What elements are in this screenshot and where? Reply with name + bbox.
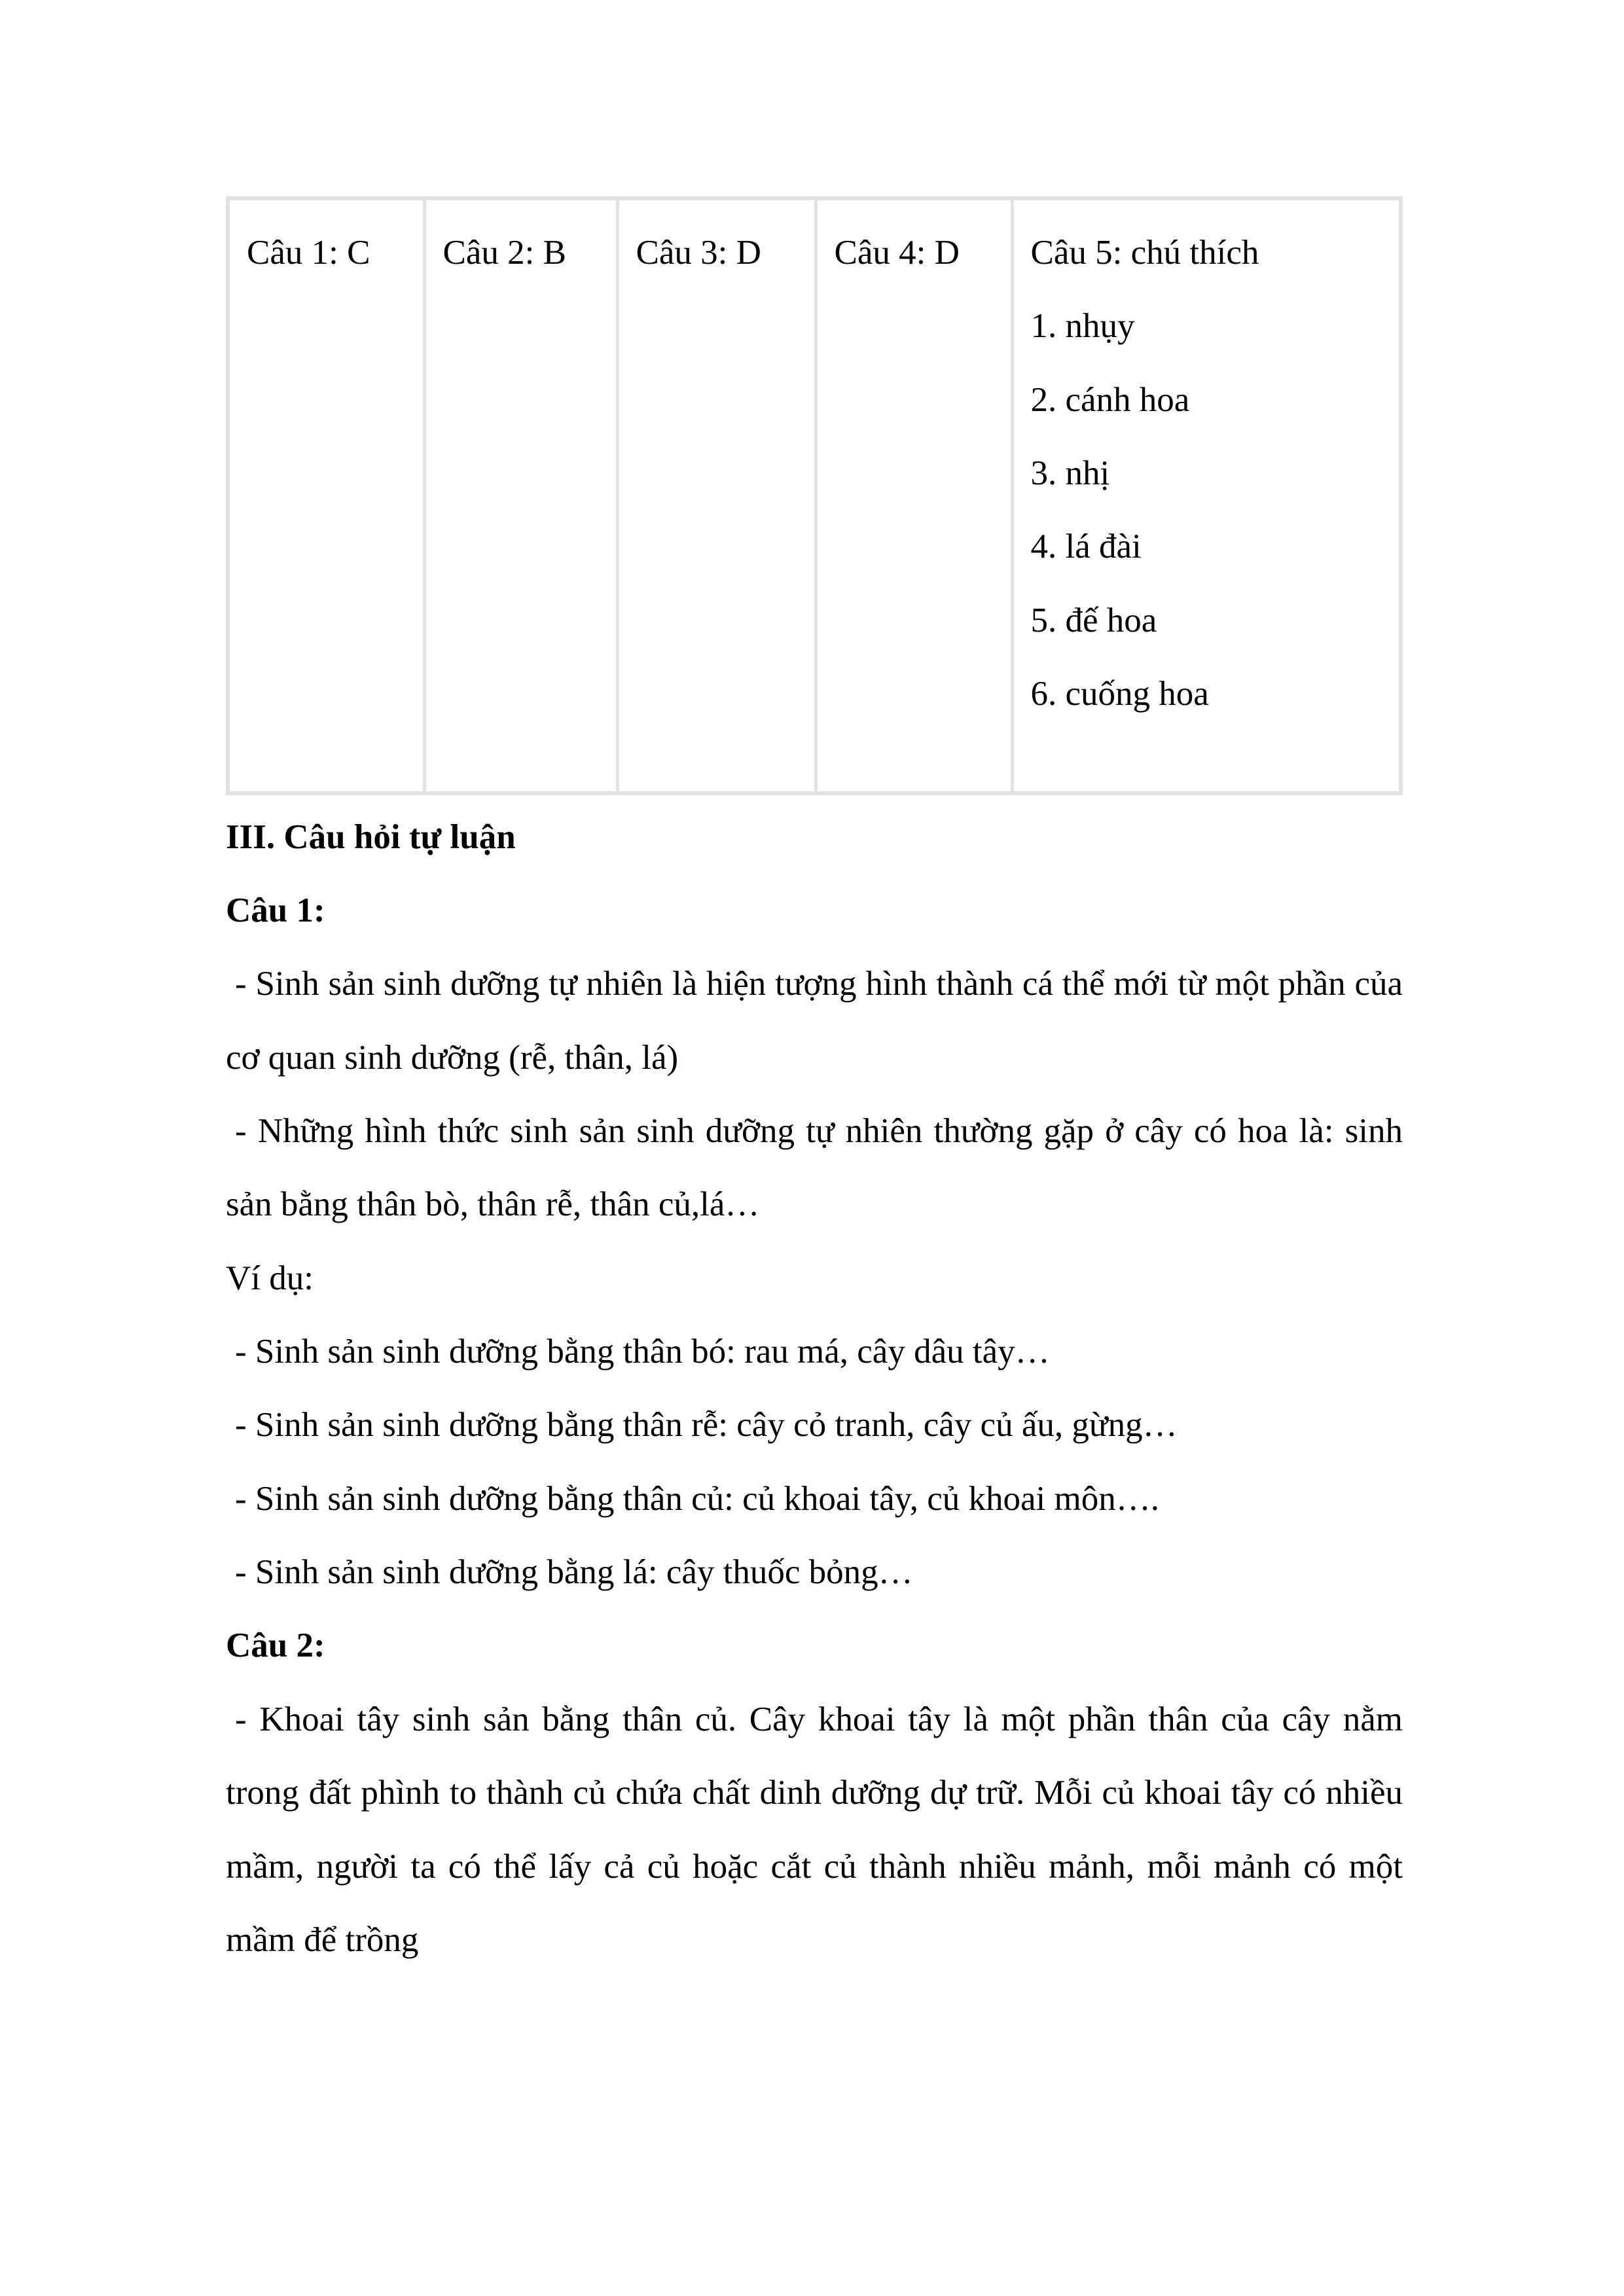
example-than-bo: - Sinh sản sinh dưỡng bằng thân bó: rau má, cây dâu tây…: [235, 1333, 1050, 1371]
annotation-item-6: 6. cuống hoa: [1030, 675, 1209, 713]
answer-cau-1: Câu 1: C: [247, 234, 370, 272]
example-than-cu: - Sinh sản sinh dưỡng bằng thân củ: củ khoai tây, củ khoai môn….: [235, 1479, 1159, 1518]
page-content: [226, 196, 1403, 1977]
answer-cell-cau-4: [816, 198, 1012, 793]
question-1-paragraph-1: - Sinh sản sinh dưỡng tự nhiên là hiện tượng hình thành cá thể mới từ một phần của cơ quan sinh dưỡng (rễ, thân, lá): [226, 965, 1403, 1077]
answer-table: [226, 196, 1403, 795]
answer-cell-cau-1: [228, 198, 424, 793]
annotation-item-1: 1. nhụy: [1030, 307, 1135, 346]
annotation-item-2: 2. cánh hoa: [1030, 380, 1190, 419]
example-la: - Sinh sản sinh dưỡng bằng lá: cây thuốc bỏng…: [235, 1553, 913, 1592]
annotation-item-5: 5. đế hoa: [1030, 601, 1157, 639]
annotation-item-4: 4. lá đài: [1030, 528, 1142, 566]
answer-cell-cau-5: [1012, 198, 1401, 793]
example-than-re: - Sinh sản sinh dưỡng bằng thân rễ: cây cỏ tranh, cây củ ấu, gừng…: [235, 1406, 1178, 1444]
question-2-heading: Câu 2:: [226, 1626, 325, 1665]
answer-cell-cau-3: [617, 198, 816, 793]
answer-cell-cau-2: [424, 198, 617, 793]
question-1-paragraph-2: - Những hình thức sinh sản sinh dưỡng tự nhiên thường gặp ở cây có hoa là: sinh sản bằng thân bò, thân rễ, thân củ,lá…: [226, 1111, 1403, 1224]
essay-section-heading: III. Câu hỏi tự luận: [226, 817, 516, 856]
example-label: Ví dụ:: [226, 1259, 314, 1297]
question-2-paragraph-1: - Khoai tây sinh sản bằng thân củ. Cây khoai tây là một phần thân của cây nằm trong đất phình to thành củ chứa chất dinh dưỡng dự trữ. Mỗi củ khoai tây có nhiều mầm, người ta có thể lấy cả củ hoặc cắt củ thành nhiều mảnh, mỗi mảnh có một mầm để trồng: [226, 1700, 1403, 1959]
answer-table-row: [228, 198, 1401, 793]
answer-cau-5: Câu 5: chú thích: [1030, 234, 1259, 272]
answer-cau-4: Câu 4: D: [834, 234, 960, 272]
question-1-heading: Câu 1:: [226, 891, 325, 929]
answer-cau-2: Câu 2: B: [442, 234, 566, 272]
answer-cau-3: Câu 3: D: [636, 234, 761, 272]
annotation-item-3: 3. nhị: [1030, 454, 1110, 493]
